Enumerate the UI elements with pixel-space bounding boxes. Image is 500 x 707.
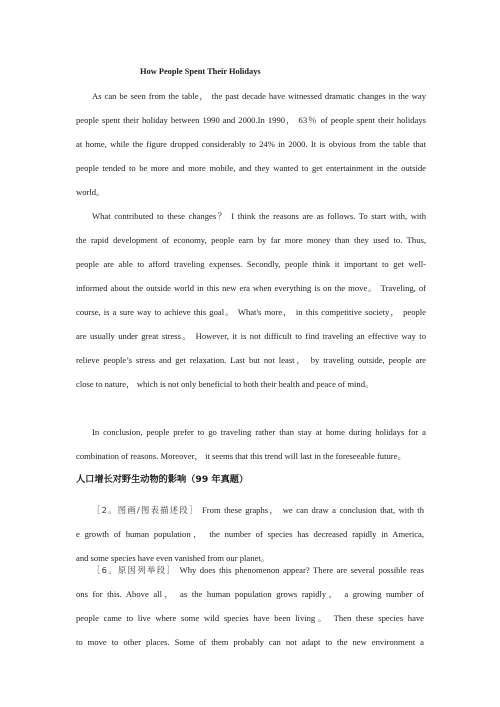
paragraph-cause-list	[76, 558, 424, 654]
paragraph-tag: ［6。原因列举段］	[92, 565, 177, 575]
text-line: are usually under great stress。 However, it is not difficult to find traveling an effective way to	[76, 331, 426, 341]
paragraph-tag: ［2。图画/图表描述段］	[92, 505, 199, 515]
paragraph-conclusion	[76, 420, 426, 468]
document-title: How People Spent Their Holidays	[140, 67, 261, 76]
section-heading: 人口增长对野生动物的影响（99 年真题）	[76, 474, 249, 485]
text-line: people are able to afford traveling expenses. Secondly, people think it important to get well-	[76, 259, 426, 269]
text-line: relieve people’s stress and get relaxation. Last but not least， by traveling outside, people are	[76, 355, 426, 365]
text-line: In conclusion, people prefer to go traveling rather than stay at home during holidays for a	[92, 427, 426, 437]
text-line: What contributed to these changes？ I think the reasons are as follows. To start with, with	[92, 211, 426, 221]
text-line: combination of reasons. Moreover， it seems that this trend will last in the foreseeable future。	[76, 451, 407, 461]
text-line: world。	[76, 187, 105, 197]
text-line: people spent their holiday between 1990 and 2000.In 1990， 63％ of people spent their holidays	[76, 115, 426, 125]
text-line: As can be seen from the table， the past decade have witnessed dramatic changes in the way	[92, 91, 426, 101]
text-line: close to nature， which is not only beneficial to both their health and peace of mind。	[76, 379, 374, 389]
text-line: and some species have even vanished from our planet。	[76, 553, 270, 563]
text-line	[76, 498, 424, 522]
text-line	[76, 558, 424, 582]
text-line: people tended to be more and more mobile, and they wanted to get entertainment in the outside	[76, 163, 426, 173]
text-line: informed about the outside world in this new era when everything is on the move。 Traveling, of	[76, 283, 426, 293]
text-line: to move to other places. Some of them probably can not adapt to the new environment a	[76, 637, 424, 647]
paragraph-reasons	[76, 204, 426, 396]
text-line: course, is a sure way to achieve this goal。 What's more， in this competitive society， people	[76, 307, 426, 317]
text-line: people came to live where some wild species have been living。 Then these species have	[76, 613, 424, 623]
paragraph-introduction	[76, 84, 426, 204]
text-segment: Why does this phenomenon appear? There are several possible reas	[179, 565, 424, 575]
text-segment: From these graphs， we can draw a conclusion that, with th	[202, 505, 424, 515]
text-line: the rapid development of economy, people earn by far more money than they used to. Thus,	[76, 235, 426, 245]
text-line: ons for this. Above all， as the human population grows rapidly， a growing number of	[76, 589, 424, 599]
text-line: at home, while the figure dropped considerably to 24% in 2000. It is obvious from the table that	[76, 139, 426, 149]
text-line: e growth of human population， the number of species has decreased rapidly in America,	[76, 529, 424, 539]
